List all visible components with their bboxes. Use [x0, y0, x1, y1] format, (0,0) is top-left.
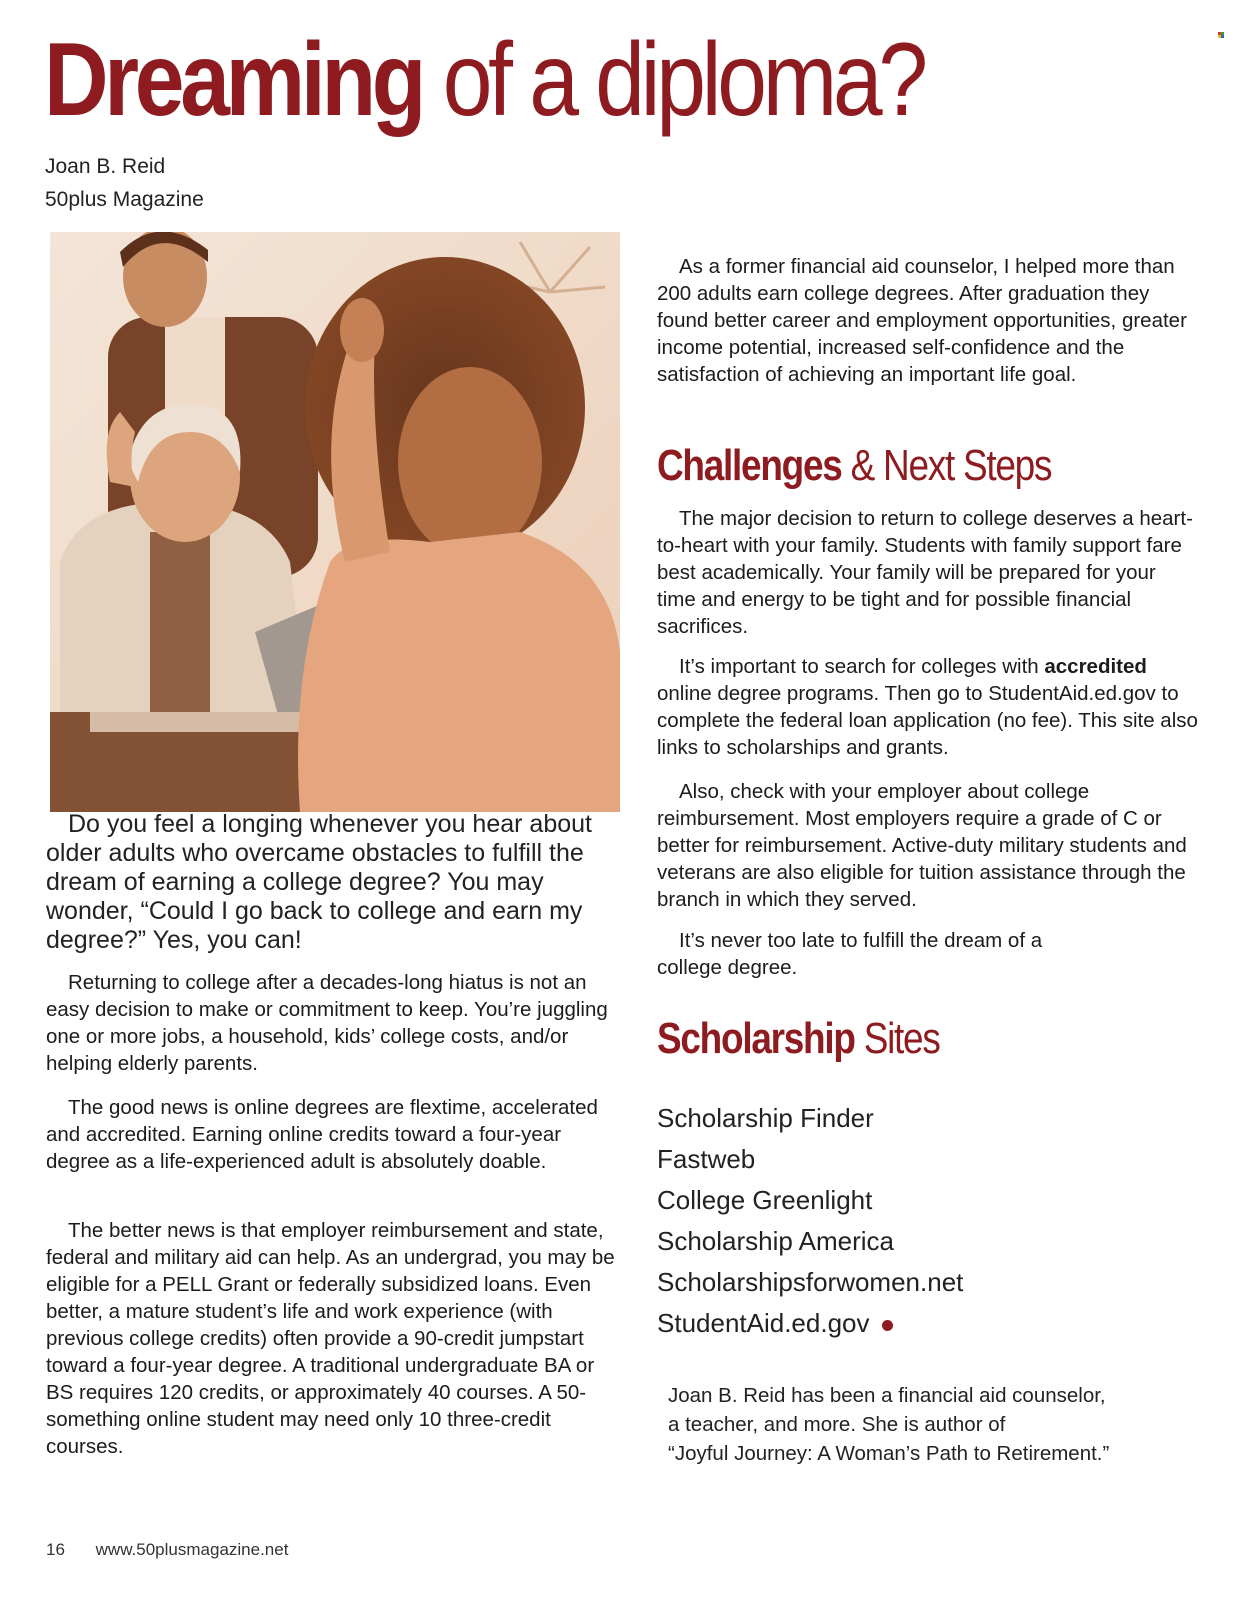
article-title: [44, 22, 924, 138]
challenges-heading: [657, 441, 1052, 490]
site-item: Scholarship Finder: [657, 1103, 874, 1133]
paragraph-family: The major decision to return to college deserves a heart-to-heart with your family. Students with family support fare best academically. Your family will be prepared for your time and energy to be tight and for possible financial sacrifices.: [657, 507, 1193, 638]
author-bio: [668, 1381, 1188, 1468]
page-number: 16: [46, 1540, 65, 1559]
challenges-heading-bold: Challenges: [657, 441, 842, 490]
site-item: Scholarship America: [657, 1226, 894, 1256]
paragraph-accredited: [657, 653, 1205, 761]
scholarship-heading: [657, 1014, 940, 1063]
bio-line-2: a teacher, and more. She is author of: [668, 1413, 1006, 1436]
scholarship-heading-light: Sites: [863, 1014, 940, 1063]
byline-author: Joan B. Reid: [45, 155, 166, 178]
left-paragraph-3-wrap: [46, 1217, 626, 1460]
paragraph-returning: Returning to college after a decades-long hiatus is not an easy decision to make or commitment to keep. You’re juggling one or more jobs, a household, kids’ college costs, and/or helping elderly parents.: [46, 971, 608, 1075]
paragraph-never-too-late: It’s never too late to fulfill the dream of a college degree.: [657, 929, 1043, 979]
bio-line-1: Joan B. Reid has been a financial aid counselor,: [668, 1384, 1106, 1407]
paragraph-better-news: The better news is that employer reimbursement and state, federal and military aid can help. As an undergrad, you may be eligible for a PELL Grant or federally subsidized loans. Even better, a mature student’s life and work experience (with previous college credits) often provide a 90-credit jumpstart toward a four-year degree. A traditional undergraduate BA or BS requires 120 credits, or approximately 40 courses. A 50-something online student may need only 10 three-credit courses.: [46, 1219, 615, 1458]
site-item-last: [657, 1308, 963, 1349]
accredited-bold: accredited: [1044, 655, 1147, 678]
paragraph-intro: As a former financial aid counselor, I helped more than 200 adults earn college degrees. After graduation they found better career and employment opportunities, greater income potential, increased self-confidence and the satisfaction of achieving an important life goal.: [657, 255, 1187, 386]
accredited-after: online degree programs. Then go to StudentAid.ed.gov to complete the federal loan application (no fee). This site also links to scholarships and grants.: [657, 682, 1198, 759]
scholarship-heading-bold: Scholarship: [657, 1014, 855, 1063]
challenges-p1-wrap: [657, 505, 1197, 640]
bio-line-3: “Joyful Journey: A Woman’s Path to Retirement.”: [668, 1442, 1110, 1465]
page-footer: [46, 1540, 288, 1560]
left-paragraph-2-wrap: [46, 1094, 606, 1175]
paragraph-employer: Also, check with your employer about college reimbursement. Most employers require a grade of C or better for reimbursement. Active-duty military students and veterans are also eligible for tuition assistance through the branch in which they served.: [657, 780, 1187, 911]
challenges-heading-light: & Next Steps: [850, 441, 1052, 490]
challenges-p3-wrap: [657, 778, 1197, 913]
byline-publication: 50plus Magazine: [45, 188, 204, 211]
intro-wrap: [657, 253, 1197, 388]
challenges-p2-wrap: [657, 653, 1205, 761]
paragraph-good-news: The good news is online degrees are flextime, accelerated and accredited. Earning online credits toward a four-year degree as a life-experienced adult is absolutely doable.: [46, 1096, 598, 1173]
site-item: Fastweb: [657, 1144, 756, 1174]
lead-paragraph: Do you feel a longing whenever you hear about older adults who overcame obstacles to fulfill the dream of earning a college degree? You may wonder, “Could I go back to college and earn my degree?” Yes, you can!: [46, 810, 592, 954]
classroom-photo-illustration: [50, 232, 620, 812]
article-photo: [50, 232, 620, 812]
accredited-before: It’s important to search for colleges with: [679, 655, 1045, 678]
left-paragraph-1-wrap: [46, 969, 624, 1077]
site-item: Scholarshipsforwomen.net: [657, 1267, 964, 1297]
scholarship-sites-list: [657, 1103, 963, 1349]
site-item: StudentAid.ed.gov: [657, 1308, 870, 1338]
site-item: College Greenlight: [657, 1185, 873, 1215]
title-bold: Dreaming: [44, 22, 423, 138]
title-light: of a diploma?: [442, 22, 924, 138]
registration-mark: [1218, 32, 1224, 38]
left-column: [46, 810, 636, 955]
end-mark-dot: [882, 1320, 893, 1331]
footer-url: www.50plusmagazine.net: [95, 1540, 289, 1559]
challenges-p4-wrap: [657, 927, 1097, 981]
